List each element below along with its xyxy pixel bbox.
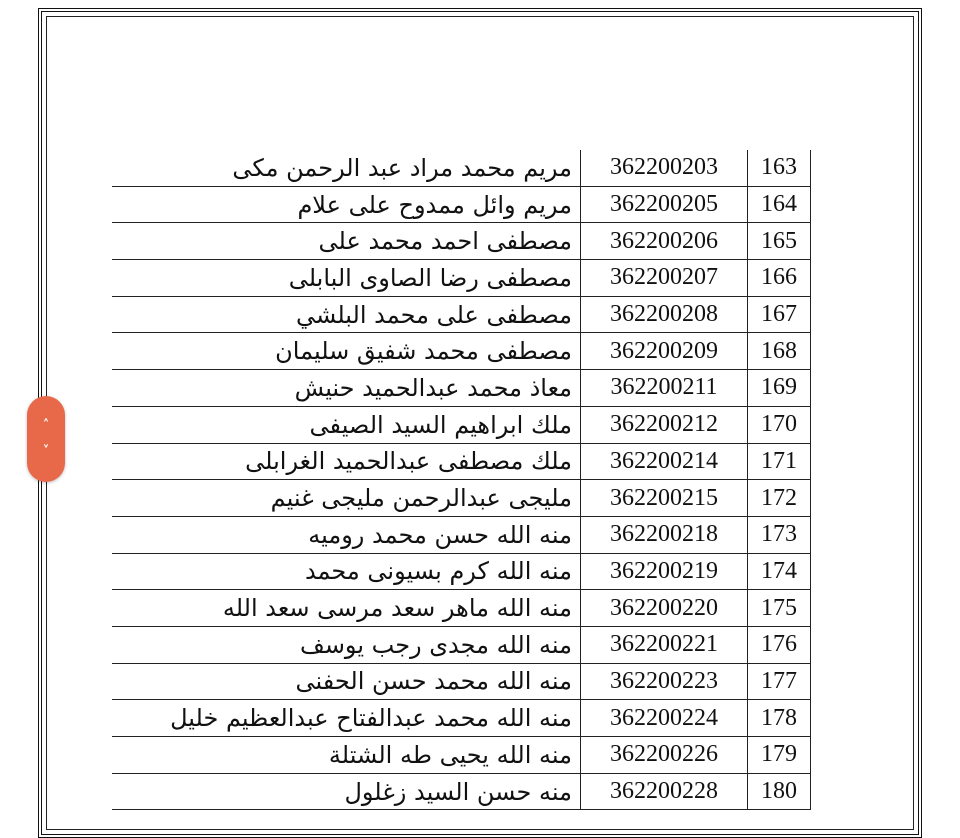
student-name: منه الله كرم بسيونى محمد — [112, 553, 581, 590]
row-number: 178 — [748, 700, 811, 737]
student-name: منه الله محمد عبدالفتاح عبدالعظيم خليل — [112, 700, 581, 737]
row-number: 171 — [748, 443, 811, 480]
student-name: معاذ محمد عبدالحميد حنيش — [112, 370, 581, 407]
student-table — [112, 150, 811, 810]
table-row — [112, 186, 811, 223]
row-number: 174 — [748, 553, 811, 590]
student-name: مليجى عبدالرحمن مليجى غنيم — [112, 480, 581, 517]
chevron-up-icon[interactable]: ˄ — [42, 418, 50, 433]
student-name: منه الله يحيى طه الشتلة — [112, 737, 581, 774]
table-row — [112, 443, 811, 480]
student-code: 362200220 — [581, 590, 748, 627]
student-name: منه الله مجدى رجب يوسف — [112, 626, 581, 663]
row-number: 169 — [748, 370, 811, 407]
table-row — [112, 626, 811, 663]
student-code: 362200223 — [581, 663, 748, 700]
student-code: 362200203 — [581, 150, 748, 186]
student-code: 362200212 — [581, 406, 748, 443]
student-code: 362200208 — [581, 296, 748, 333]
student-name: ملك مصطفى عبدالحميد الغرابلى — [112, 443, 581, 480]
chevron-down-icon[interactable]: ˅ — [42, 444, 50, 459]
table-row — [112, 370, 811, 407]
table-row — [112, 223, 811, 260]
student-code: 362200221 — [581, 626, 748, 663]
row-number: 180 — [748, 773, 811, 810]
row-number: 166 — [748, 260, 811, 297]
row-number: 177 — [748, 663, 811, 700]
student-name: مصطفى رضا الصاوى البابلى — [112, 260, 581, 297]
student-name: مريم محمد مراد عبد الرحمن مكى — [112, 150, 581, 186]
student-code: 362200219 — [581, 553, 748, 590]
row-number: 173 — [748, 516, 811, 553]
table-row — [112, 663, 811, 700]
student-code: 362200218 — [581, 516, 748, 553]
table-row — [112, 333, 811, 370]
row-number: 163 — [748, 150, 811, 186]
table-row — [112, 553, 811, 590]
student-code: 362200205 — [581, 186, 748, 223]
row-number: 175 — [748, 590, 811, 627]
page-scroll-control[interactable] — [27, 396, 65, 482]
student-name: مصطفى احمد محمد على — [112, 223, 581, 260]
student-name: منه الله ماهر سعد مرسى سعد الله — [112, 590, 581, 627]
student-name: مصطفى على محمد البلشي — [112, 296, 581, 333]
student-name: مصطفى محمد شفيق سليمان — [112, 333, 581, 370]
student-code: 362200226 — [581, 737, 748, 774]
table-row — [112, 737, 811, 774]
student-code: 362200215 — [581, 480, 748, 517]
row-number: 172 — [748, 480, 811, 517]
table-row — [112, 150, 811, 186]
student-code: 362200211 — [581, 370, 748, 407]
row-number: 168 — [748, 333, 811, 370]
student-code: 362200228 — [581, 773, 748, 810]
row-number: 170 — [748, 406, 811, 443]
table-row — [112, 700, 811, 737]
table-row — [112, 480, 811, 517]
table-row — [112, 516, 811, 553]
student-code: 362200214 — [581, 443, 748, 480]
student-code: 362200207 — [581, 260, 748, 297]
student-name: ملك ابراهيم السيد الصيفى — [112, 406, 581, 443]
student-code: 362200206 — [581, 223, 748, 260]
row-number: 179 — [748, 737, 811, 774]
row-number: 164 — [748, 186, 811, 223]
table-row — [112, 773, 811, 810]
student-name: مريم وائل ممدوح على علام — [112, 186, 581, 223]
table-row — [112, 590, 811, 627]
table-row — [112, 296, 811, 333]
student-name: منه الله محمد حسن الحفنى — [112, 663, 581, 700]
student-name: منه الله حسن محمد روميه — [112, 516, 581, 553]
row-number: 176 — [748, 626, 811, 663]
student-name: منه حسن السيد زغلول — [112, 773, 581, 810]
table-row — [112, 260, 811, 297]
table-row — [112, 406, 811, 443]
student-code: 362200224 — [581, 700, 748, 737]
row-number: 167 — [748, 296, 811, 333]
row-number: 165 — [748, 223, 811, 260]
student-table-container — [112, 150, 800, 810]
student-code: 362200209 — [581, 333, 748, 370]
